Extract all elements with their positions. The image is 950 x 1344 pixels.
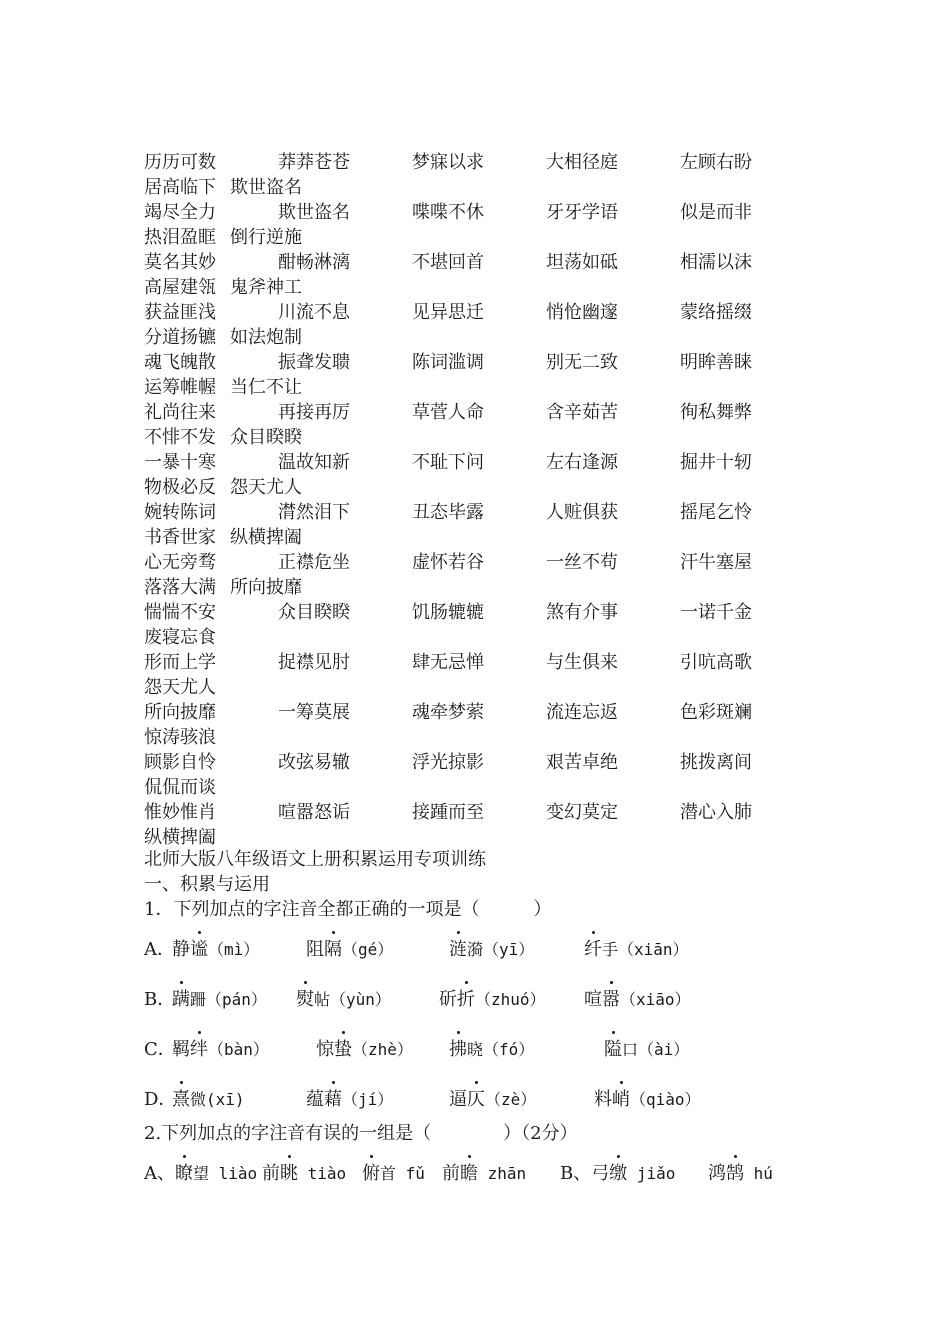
idiom: 喧嚣怒诟 [278, 802, 350, 823]
idiom: 莽莽苍苍 [278, 152, 350, 173]
item-pronunciation: 漪（yī） [467, 940, 535, 959]
idiom-row [144, 650, 864, 675]
idiom-row [144, 625, 864, 650]
idiom: 欺世盗名 [230, 177, 302, 198]
item-pronunciation: （qiào） [630, 1090, 701, 1109]
idiom: 物极必反 [144, 477, 216, 498]
idiom: 居高临下 [144, 177, 216, 198]
idiom-row [144, 250, 864, 275]
idiom-row [144, 800, 864, 825]
idiom: 历历可数 [144, 152, 216, 173]
idiom-row [144, 600, 864, 625]
dotted-character: 俯 [362, 1163, 380, 1184]
idiom: 徇私舞弊 [680, 402, 752, 423]
item-pronunciation: （xiāo） [620, 990, 691, 1009]
idiom: 酣畅淋漓 [278, 252, 350, 273]
idiom-row [144, 475, 864, 500]
dotted-character: 熨 [296, 989, 314, 1010]
idiom: 与生俱来 [546, 652, 618, 673]
idiom: 热泪盈眶 [144, 227, 216, 248]
pinyin-item [172, 989, 267, 1010]
idiom: 莫名其妙 [144, 252, 216, 273]
idiom: 获益匪浅 [144, 302, 216, 323]
idiom: 相濡以沫 [680, 252, 752, 273]
idiom-row [144, 450, 864, 475]
item-prefix: 阻 [306, 939, 324, 960]
pinyin-item [449, 1089, 536, 1110]
item-pronunciation: （jí） [342, 1090, 394, 1109]
idiom-row [144, 150, 864, 175]
idiom: 众目睽睽 [230, 427, 302, 448]
idiom: 改弦易辙 [278, 752, 350, 773]
idiom: 惴惴不安 [144, 602, 216, 623]
dotted-character: 鹄 [726, 1163, 744, 1184]
idiom: 坦荡如砥 [546, 252, 618, 273]
option-label: D． [144, 1089, 177, 1110]
item-prefix: 羁 [172, 1039, 190, 1060]
option-row [144, 937, 844, 962]
item-pronunciation: 手（xiān） [602, 940, 689, 959]
item-pronunciation: jiǎo [627, 1164, 676, 1183]
idiom-row [144, 400, 864, 425]
option-label: A． [144, 939, 175, 960]
idiom: 纵横捭阖 [230, 527, 302, 548]
dotted-character: 瞻 [460, 1163, 478, 1184]
idiom-row [144, 775, 864, 800]
idiom: 接踵而至 [412, 802, 484, 823]
idiom: 心无旁骛 [144, 552, 216, 573]
dotted-character: 谧 [190, 939, 208, 960]
pinyin-item [442, 1163, 526, 1184]
section-heading: 一、积累与运用 [144, 874, 270, 895]
idiom: 流连忘返 [546, 702, 618, 723]
pinyin-item [708, 1163, 773, 1184]
dotted-character: 纤 [584, 939, 602, 960]
idiom: 废寝忘食 [144, 627, 216, 648]
item-pronunciation: （zè） [485, 1090, 537, 1109]
idiom: 魂飞魄散 [144, 352, 216, 373]
idiom: 一诺千金 [680, 602, 752, 623]
dotted-character: 缴 [609, 1163, 628, 1184]
pinyin-item [560, 1163, 675, 1184]
idiom-row [144, 700, 864, 725]
item-pronunciation: （mì） [208, 940, 260, 959]
idiom: 饥肠辘辘 [412, 602, 484, 623]
idiom: 陈词滥调 [412, 352, 484, 373]
idiom: 引吭高歌 [680, 652, 752, 673]
item-pronunciation: hú [744, 1164, 773, 1183]
dotted-character: 隘 [604, 1039, 622, 1060]
idiom: 变幻莫定 [546, 802, 618, 823]
option-label: B． [144, 989, 176, 1010]
pinyin-item [449, 939, 534, 960]
dotted-character: 仄 [467, 1089, 485, 1110]
pinyin-item [296, 989, 391, 1010]
idiom: 礼尚往来 [144, 402, 216, 423]
idiom: 倒行逆施 [230, 227, 302, 248]
item-pronunciation: 跚（pán） [190, 990, 267, 1009]
dotted-character: 嚣 [602, 989, 620, 1010]
idiom: 挑拨离间 [680, 752, 752, 773]
dotted-character: 蛰 [334, 1039, 352, 1060]
idiom: 悄怆幽邃 [546, 302, 618, 323]
pinyin-item [262, 1163, 346, 1184]
idiom-row [144, 325, 864, 350]
item-pronunciation: zhān [478, 1164, 527, 1183]
dotted-character: 峭 [612, 1089, 630, 1110]
item-prefix: 喧 [584, 989, 602, 1010]
item-pronunciation: tiào [298, 1164, 347, 1183]
idiom-row [144, 300, 864, 325]
pinyin-item [144, 1163, 257, 1184]
idiom: 怨天尤人 [230, 477, 302, 498]
idiom: 别无二致 [546, 352, 618, 373]
idiom: 高屋建瓴 [144, 277, 216, 298]
question-1-stem: 1．下列加点的字注音全都正确的一项是（ ） [144, 899, 552, 920]
idiom: 不耻下问 [412, 452, 484, 473]
idiom: 当仁不让 [230, 377, 302, 398]
document-title: 北师大版八年级语文上册积累运用专项训练 [144, 849, 486, 870]
idiom: 不悱不发 [144, 427, 216, 448]
idiom-row [144, 500, 864, 525]
idiom: 艰苦卓绝 [546, 752, 618, 773]
question-2-options [144, 1161, 844, 1186]
idiom: 书香世家 [144, 527, 216, 548]
option-label: C． [144, 1039, 176, 1060]
option-row [144, 1037, 844, 1062]
item-pronunciation: 晓（fó） [467, 1040, 535, 1059]
idiom-row [144, 175, 864, 200]
item-pronunciation: 微(xī) [190, 1090, 245, 1109]
idiom: 似是而非 [680, 202, 752, 223]
idiom-row [144, 200, 864, 225]
item-pronunciation: （bàn） [208, 1040, 269, 1059]
idiom: 所向披靡 [230, 577, 302, 598]
idiom: 左右逢源 [546, 452, 618, 473]
idiom: 摇尾乞怜 [680, 502, 752, 523]
item-prefix: 斫 [439, 989, 457, 1010]
idiom: 浮光掠影 [412, 752, 484, 773]
idiom: 纵横捭阖 [144, 827, 216, 848]
option-row [144, 1087, 844, 1112]
idiom: 怨天尤人 [144, 677, 216, 698]
item-prefix: 惊 [316, 1039, 334, 1060]
pinyin-item [172, 939, 259, 960]
idiom: 形而上学 [144, 652, 216, 673]
idiom: 欺世盗名 [278, 202, 350, 223]
item-prefix: 静 [172, 939, 190, 960]
dotted-character: 绊 [190, 1039, 208, 1060]
idiom: 人赃俱获 [546, 502, 618, 523]
idiom: 潜心入肺 [680, 802, 752, 823]
item-pronunciation: （gé） [342, 940, 394, 959]
idiom: 如法炮制 [230, 327, 302, 348]
idiom: 蒙络摇缀 [680, 302, 752, 323]
item-prefix: 前 [262, 1163, 280, 1184]
idiom: 一丝不苟 [546, 552, 618, 573]
idiom: 见异思迁 [412, 302, 484, 323]
idiom: 梦寐以求 [412, 152, 484, 173]
idiom: 众目睽睽 [278, 602, 350, 623]
pinyin-item [362, 1163, 425, 1184]
item-pronunciation: 首 fǔ [380, 1164, 425, 1183]
pinyin-item [584, 989, 691, 1010]
idiom: 鬼斧神工 [230, 277, 302, 298]
item-pronunciation: （zhè） [352, 1040, 413, 1059]
item-prefix: 鸿 [708, 1163, 726, 1184]
idiom: 丑态毕露 [412, 502, 484, 523]
idiom: 惟妙惟肖 [144, 802, 216, 823]
idiom: 所向披靡 [144, 702, 216, 723]
question-2-stem: 2.下列加点的字注音有误的一组是（ ）（2分） [144, 1123, 578, 1144]
idiom: 大相径庭 [546, 152, 618, 173]
idiom: 振聋发聩 [278, 352, 350, 373]
dotted-character: 涟 [449, 939, 467, 960]
pinyin-item [604, 1039, 689, 1060]
pinyin-item [439, 989, 546, 1010]
idiom: 明眸善睐 [680, 352, 752, 373]
item-pronunciation: 望 liào [193, 1164, 258, 1183]
pinyin-item [584, 939, 689, 960]
idiom: 不堪回首 [412, 252, 484, 273]
idiom: 竭尽全力 [144, 202, 216, 223]
idiom-row [144, 275, 864, 300]
idiom: 分道扬镳 [144, 327, 216, 348]
idiom-row [144, 225, 864, 250]
pinyin-item [449, 1039, 534, 1060]
pinyin-item [316, 1039, 413, 1060]
idiom-row [144, 550, 864, 575]
idiom-row [144, 350, 864, 375]
item-prefix: 逼 [449, 1089, 467, 1110]
item-pronunciation: 口（ài） [622, 1040, 690, 1059]
idiom-row [144, 575, 864, 600]
idiom-row [144, 525, 864, 550]
idiom: 虚怀若谷 [412, 552, 484, 573]
item-pronunciation: 帖（yùn） [314, 990, 391, 1009]
idiom: 色彩斑斓 [680, 702, 752, 723]
dotted-character: 熹 [172, 1089, 190, 1110]
idiom-list [144, 150, 864, 850]
idiom: 牙牙学语 [546, 202, 618, 223]
item-prefix: 前 [442, 1163, 460, 1184]
pinyin-item [172, 1039, 269, 1060]
idiom-row [144, 425, 864, 450]
idiom-row [144, 725, 864, 750]
item-prefix: 料 [594, 1089, 612, 1110]
idiom: 掘井十轫 [680, 452, 752, 473]
idiom: 惊涛骇浪 [144, 727, 216, 748]
idiom: 再接再厉 [278, 402, 350, 423]
idiom: 婉转陈词 [144, 502, 216, 523]
dotted-character: 蹒 [172, 989, 190, 1010]
pinyin-item [306, 939, 393, 960]
pinyin-item [594, 1089, 701, 1110]
item-pronunciation: （zhuó） [475, 990, 546, 1009]
idiom: 喋喋不休 [412, 202, 484, 223]
item-prefix: B、弓 [560, 1163, 610, 1184]
idiom: 一筹莫展 [278, 702, 350, 723]
dotted-character: 折 [457, 989, 475, 1010]
idiom: 正襟危坐 [278, 552, 350, 573]
dotted-character: 瞭 [175, 1163, 193, 1184]
idiom: 一暴十寒 [144, 452, 216, 473]
idiom-row [144, 675, 864, 700]
dotted-character: 藉 [324, 1089, 342, 1110]
dotted-character: 拂 [449, 1039, 467, 1060]
idiom-row [144, 750, 864, 775]
idiom: 侃侃而谈 [144, 777, 216, 798]
idiom-row [144, 375, 864, 400]
item-prefix: A、 [144, 1163, 175, 1184]
idiom: 潸然泪下 [278, 502, 350, 523]
idiom: 汗牛塞屋 [680, 552, 752, 573]
idiom: 温故知新 [278, 452, 350, 473]
dotted-character: 隔 [324, 939, 342, 960]
dotted-character: 眺 [280, 1163, 298, 1184]
idiom: 肆无忌惮 [412, 652, 484, 673]
idiom: 运筹帷幄 [144, 377, 216, 398]
idiom: 魂牵梦萦 [412, 702, 484, 723]
idiom: 草菅人命 [412, 402, 484, 423]
idiom: 含辛茹苦 [546, 402, 618, 423]
pinyin-item [172, 1089, 245, 1110]
idiom: 落落大满 [144, 577, 216, 598]
idiom: 左顾右盼 [680, 152, 752, 173]
idiom: 捉襟见肘 [278, 652, 350, 673]
idiom: 煞有介事 [546, 602, 618, 623]
item-prefix: 蕴 [306, 1089, 324, 1110]
idiom: 顾影自怜 [144, 752, 216, 773]
option-row [144, 987, 844, 1012]
idiom: 川流不息 [278, 302, 350, 323]
pinyin-item [306, 1089, 393, 1110]
